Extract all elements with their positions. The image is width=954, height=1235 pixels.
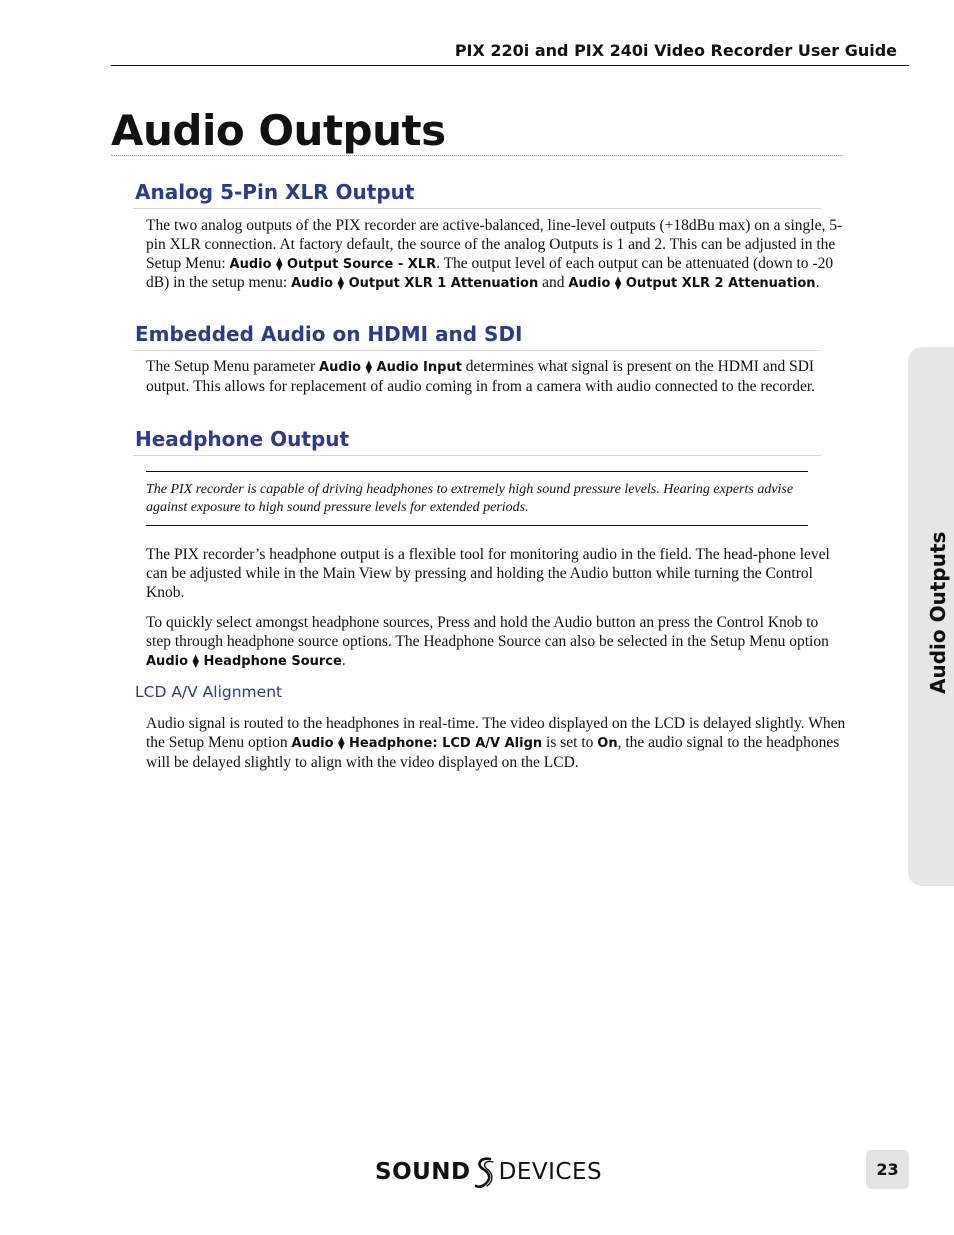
section-rule-embedded	[133, 350, 821, 351]
logo-swirl-icon	[472, 1155, 498, 1189]
analog-text-3: and	[538, 274, 569, 292]
analog-text-1: The two analog outputs of the PIX recorder are active-balanced, line-level outputs (+18dBu max) on a single, 5-pin XLR connection. At factory default, the source of the analog Outputs is 1 and 2. This can be adjusted in the Setup Menu:	[146, 217, 843, 272]
menu-value-on: On	[597, 735, 618, 751]
caution-note: The PIX recorder is capable of driving headphones to extremely high sound pressure levels. Hearing experts advise against exposure to high sound pressure levels for extended periods.	[146, 482, 794, 515]
menu-path-audio-input: Audio ⧫ Audio Input	[319, 360, 462, 375]
embedded-paragraph	[146, 358, 846, 397]
side-tab-label: Audio Outputs	[926, 531, 950, 694]
section-heading-analog: Analog 5-Pin XLR Output	[135, 180, 415, 204]
logo-devices-text: DEVICES	[498, 1159, 603, 1185]
lcd-text-3: , the audio signal to the headphones will be delayed slightly to align with the video displayed on the LCD.	[146, 733, 840, 771]
headphone-paragraph-2	[146, 614, 846, 671]
lcd-text-2: is set to	[542, 733, 598, 751]
analog-paragraph	[146, 217, 846, 294]
caution-top-rule	[146, 471, 808, 472]
sound-devices-logo	[375, 1154, 602, 1190]
menu-path-xlr2-attenuation: Audio ⧫ Output XLR 2 Attenuation	[568, 276, 816, 292]
section-rule-headphone	[133, 455, 821, 456]
title-rule	[111, 155, 843, 156]
caution-bottom-rule	[146, 525, 808, 526]
lcd-paragraph	[146, 715, 846, 772]
section-rule-analog	[133, 208, 821, 209]
menu-path-xlr1-attenuation: Audio ⧫ Output XLR 1 Attenuation	[291, 276, 539, 292]
analog-text-4: .	[815, 274, 820, 292]
embedded-text-2: determines what signal is present on the HDMI and SDI output. This allows for replacement of audio coming in from a camera with audio connected to the recorder.	[146, 358, 816, 395]
page-number-badge: 23	[866, 1150, 909, 1189]
page-title: Audio Outputs	[111, 106, 446, 155]
embedded-text-1: The Setup Menu parameter	[146, 358, 320, 375]
section-heading-headphone: Headphone Output	[135, 427, 350, 451]
analog-text-2: . The output level of each output can be attenuated (down to -20 dB) in the setup menu:	[146, 254, 834, 292]
headphone-text-1: To quickly select amongst headphone sources, Press and hold the Audio button an press the Control Knob to step through headphone source options. The Headphone Source can also be selected in the Setup Menu option	[146, 614, 829, 650]
header-rule	[111, 65, 909, 66]
subsection-heading-lcd: LCD A/V Alignment	[135, 683, 283, 701]
headphone-paragraph-1: The PIX recorder’s headphone output is a flexible tool for monitoring audio in the field. The head-phone level can be adjusted while in the Main View by pressing and holding the Audio button while turning the Control Knob.	[146, 546, 830, 601]
document-title: PIX 220i and PIX 240i Video Recorder User Guide	[454, 41, 897, 60]
logo-sound-text: SOUND	[375, 1159, 471, 1185]
lcd-text-1: Audio signal is routed to the headphones in real-time. The video displayed on the LCD is delayed slightly. When the Setup Menu option	[146, 715, 846, 751]
headphone-text-2: .	[341, 651, 346, 669]
menu-path-headphone-source: Audio ⧫ Headphone Source	[146, 653, 342, 669]
section-heading-embedded: Embedded Audio on HDMI and SDI	[135, 322, 523, 346]
menu-path-output-source: Audio ⧫ Output Source - XLR	[229, 256, 437, 272]
menu-path-lcd-av-align: Audio ⧫ Headphone: LCD A/V Align	[291, 735, 543, 751]
